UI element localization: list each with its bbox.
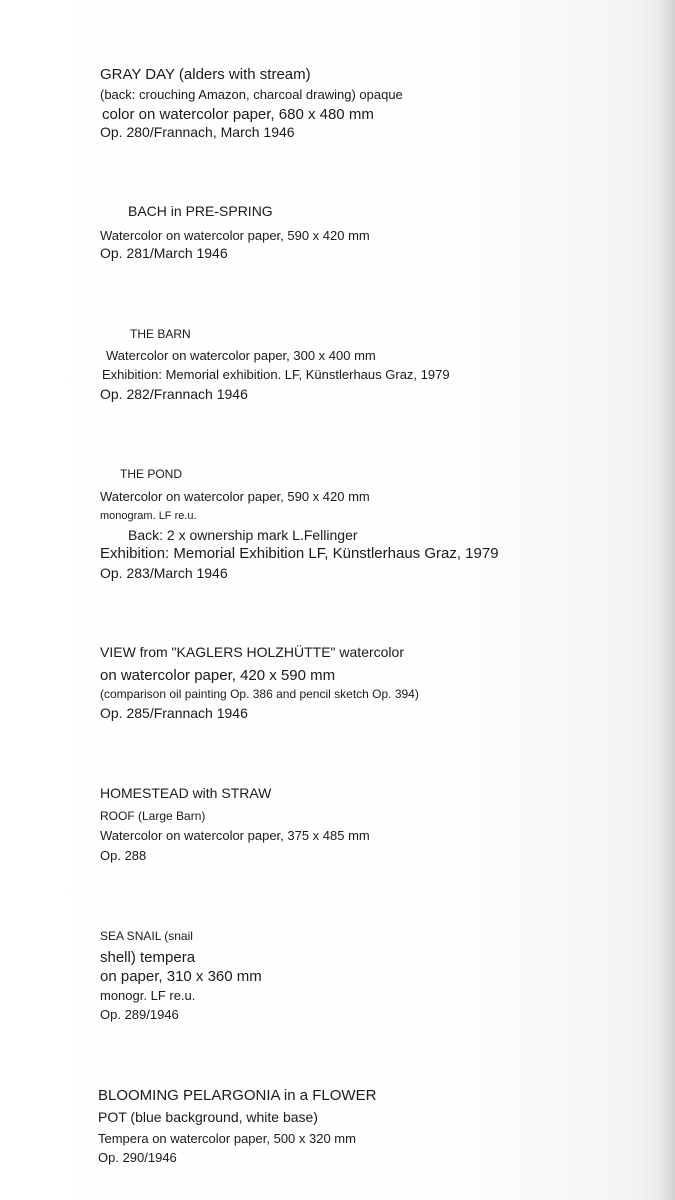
entry-line: Exhibition: Memorial Exhibition LF, Künstlerhaus Graz, 1979 bbox=[100, 545, 499, 562]
entry-title: BLOOMING PELARGONIA in a FLOWER bbox=[98, 1087, 377, 1104]
entry-line: Exhibition: Memorial exhibition. LF, Künstlerhaus Graz, 1979 bbox=[102, 367, 450, 382]
entry-line: Watercolor on watercolor paper, 590 x 420 mm bbox=[100, 228, 370, 243]
entry-line: Op. 288 bbox=[100, 848, 147, 863]
entry-line: Op. 285/Frannach 1946 bbox=[100, 705, 248, 721]
entry-line: color on watercolor paper, 680 x 480 mm bbox=[102, 106, 374, 123]
entry-line: Watercolor on watercolor paper, 590 x 420 mm bbox=[100, 489, 370, 504]
entry-line: Back: 2 x ownership mark L.Fellinger bbox=[128, 527, 358, 543]
entry-line: Tempera on watercolor paper, 500 x 320 mm bbox=[98, 1131, 356, 1146]
entry-line: on watercolor paper, 420 x 590 mm bbox=[100, 667, 336, 684]
entry-line: monogr. LF re.u. bbox=[100, 988, 196, 1003]
entry-line: POT (blue background, white base) bbox=[98, 1109, 318, 1125]
entry-title: HOMESTEAD with STRAW bbox=[100, 785, 272, 801]
entry-title: GRAY DAY (alders with stream) bbox=[100, 66, 311, 83]
entry-line: Op. 280/Frannach, March 1946 bbox=[100, 124, 295, 140]
entry-title: SEA SNAIL (snail bbox=[100, 929, 193, 943]
entry-line: monogram. LF re.u. bbox=[100, 510, 197, 522]
entry-title: VIEW from "KAGLERS HOLZHÜTTE" watercolor bbox=[100, 644, 404, 660]
entry-line: Watercolor on watercolor paper, 300 x 400 mm bbox=[106, 348, 376, 363]
entry-title: THE BARN bbox=[130, 327, 191, 341]
entry-line: on paper, 310 x 360 mm bbox=[100, 968, 262, 985]
entry-line: Op. 281/March 1946 bbox=[100, 245, 228, 261]
entry-line: Op. 290/1946 bbox=[98, 1150, 177, 1165]
entry-line: (back: crouching Amazon, charcoal drawing) opaque bbox=[100, 87, 403, 102]
page-edge-shadow bbox=[657, 0, 675, 1200]
entry-line: Watercolor on watercolor paper, 375 x 485 mm bbox=[100, 828, 370, 843]
entry-line: Op. 282/Frannach 1946 bbox=[100, 386, 248, 402]
entry-line: shell) tempera bbox=[100, 949, 196, 966]
entry-title: THE POND bbox=[120, 467, 183, 481]
entry-line: Op. 289/1946 bbox=[100, 1007, 179, 1022]
entry-line: Op. 283/March 1946 bbox=[100, 565, 228, 581]
entry-line: (comparison oil painting Op. 386 and pencil sketch Op. 394) bbox=[100, 687, 419, 701]
entry-title: BACH in PRE-SPRING bbox=[128, 203, 273, 219]
entry-line: ROOF (Large Barn) bbox=[100, 809, 206, 823]
